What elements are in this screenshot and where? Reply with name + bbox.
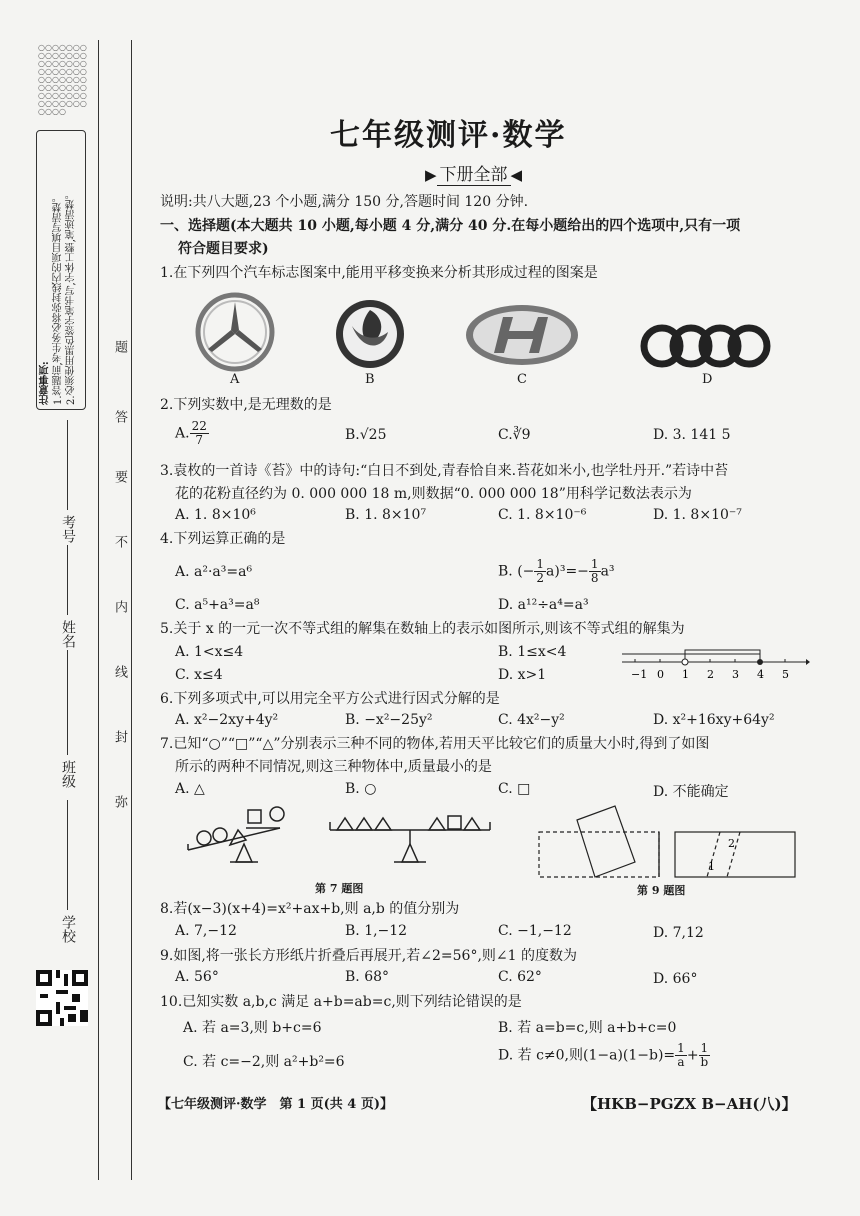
q3-stem-1: 3.袁枚的一首诗《苔》中的诗句:“白日不到处,青春恰自来.苔花如米小,也学牡丹开.”若诗中苔 <box>160 463 729 479</box>
binding-line-outer <box>98 40 99 1180</box>
logo-b-icon <box>330 296 410 372</box>
name-label: 姓名 <box>60 620 76 648</box>
seal-char-2: 答 <box>112 410 127 423</box>
q10-d-f2-den: b <box>700 1055 709 1069</box>
seal-char-5: 内 <box>112 600 127 613</box>
q2-option-d: D. 3. 141 5 <box>653 427 731 443</box>
q7-stem-1: 7.已知“○”“□”“△”分别表示三种不同的物体,若用天平比较它们的质量大小时,得到了如图 <box>160 736 710 752</box>
instructions: 说明:共八大题,23 个小题,满分 150 分,答题时间 120 分钟. <box>160 194 529 210</box>
q8-option-b: B. 1,−12 <box>345 923 408 939</box>
q1-label-b: B <box>365 372 375 387</box>
q6-option-d: D. x²+16xy+64y² <box>653 712 775 728</box>
q10-option-d <box>498 1042 710 1069</box>
q5-tick-4: 4 <box>757 668 764 681</box>
q10-d-plus: + <box>686 1047 699 1064</box>
binding-holes: ○○○○○○○○○○○○○○○○○○○○○○○○○○○○○○○○○○○○○○○○○○○○○○○○○○○○○○○○○○○○ <box>38 44 87 116</box>
q9-option-a: A. 56° <box>175 969 219 985</box>
left-triangle-icon: ◀ <box>510 166 523 184</box>
seal-char-8: 弥 <box>112 795 127 808</box>
q10-d-fraction-2 <box>699 1042 711 1069</box>
q4-b-fraction-2 <box>589 558 601 585</box>
q5-tick-3: 3 <box>732 668 739 681</box>
q6-option-b: B. −x²−25y² <box>345 712 433 728</box>
subtitle-text: 下册全部 <box>437 165 511 186</box>
q2-a-numerator: 22 <box>191 419 207 433</box>
q9-angle-1: 1 <box>708 860 715 873</box>
q6-option-c: C. 4x²−y² <box>498 712 565 728</box>
section1-heading: 一、选择题(本大题共 10 小题,每小题 4 分,满分 40 分.在每小题给出的四个选项中,只有一项 <box>160 218 741 234</box>
q4-b-den-2: 8 <box>590 571 599 585</box>
q4-b-num-1: 1 <box>536 557 545 571</box>
q5-option-a: A. 1<x≤4 <box>175 644 244 660</box>
q5-tick-5: 5 <box>782 668 789 681</box>
q4-b-suffix: a³ <box>600 563 615 580</box>
q5-tick-2: 2 <box>707 668 714 681</box>
seal-char-6: 线 <box>112 665 127 678</box>
q5-option-d: D. x>1 <box>498 667 547 683</box>
q5-tick-0: 0 <box>657 668 664 681</box>
q3-option-c: C. 1. 8×10⁻⁶ <box>498 507 587 523</box>
q2-a-fraction <box>190 420 209 447</box>
q9-stem: 9.如图,将一张长方形纸片折叠后再展开,若∠2=56°,则∠1 的度数为 <box>160 948 577 964</box>
logo-c-icon <box>463 302 581 368</box>
q9-option-c: C. 62° <box>498 969 542 985</box>
q7-stem-2: 所示的两种不同情况,则这三种物体中,质量最小的是 <box>175 759 492 775</box>
q6-option-a: A. x²−2xy+4y² <box>175 712 279 728</box>
q10-d-prefix: D. 若 c≠0,则(1−a)(1−b)= <box>498 1047 676 1064</box>
q5-stem: 5.关于 x 的一元一次不等式组的解集在数轴上的表示如图所示,则该不等式组的解集为 <box>160 621 685 637</box>
q2-a-denominator: 7 <box>195 433 204 447</box>
q3-option-b: B. 1. 8×10⁷ <box>345 507 427 523</box>
q5-tick-neg1: −1 <box>631 668 648 681</box>
section1-heading-2: 符合题目要求) <box>178 241 269 257</box>
q10-d-f2-num: 1 <box>700 1041 709 1055</box>
q10-d-f1-num: 1 <box>677 1041 685 1055</box>
q10-option-c: C. 若 c=−2,则 a²+b²=6 <box>183 1054 345 1070</box>
logo-a-icon <box>190 292 280 372</box>
q7-option-a: A. △ <box>175 781 205 797</box>
q10-d-fraction-1 <box>675 1042 687 1069</box>
q5-number-line <box>620 642 810 684</box>
q4-b-den-1: 2 <box>536 571 545 585</box>
q1-label-c: C <box>517 372 527 387</box>
footer-right: 【HKB−PGZX B−AH(八)】 <box>582 1095 797 1113</box>
footer-left: 【七年级测评·数学 第 1 页(共 4 页)】 <box>158 1097 394 1112</box>
q4-b-fraction-1 <box>534 558 546 585</box>
q4-option-b <box>498 558 615 585</box>
name-line <box>67 545 68 615</box>
page-subtitle <box>425 160 522 185</box>
q1-label-a: A <box>230 372 240 387</box>
q10-d-f1-den: a <box>677 1055 685 1069</box>
notice-box <box>36 130 86 410</box>
q10-option-b: B. 若 a=b=c,则 a+b+c=0 <box>498 1020 677 1036</box>
notice-item-1: 1.答题前,考生务必将弥封线内的项目填写清楚。 <box>53 192 64 405</box>
q8-option-d: D. 7,12 <box>653 925 704 941</box>
seal-char-4: 不 <box>112 535 127 548</box>
class-line <box>67 650 68 755</box>
notice-item-2: 2.必须使用黑色签字笔书写,字体工整,笔迹清楚。 <box>66 189 77 405</box>
binding-line-inner <box>131 40 132 1180</box>
q7-option-c: C. □ <box>498 781 531 797</box>
school-line <box>67 800 68 910</box>
q9-fold-figure <box>535 800 805 880</box>
q1-label-d: D <box>702 372 713 387</box>
q4-option-d: D. a¹²÷a⁴=a³ <box>498 597 589 613</box>
q4-option-c: C. a⁵+a³=a⁸ <box>175 597 260 613</box>
exam-number-line <box>67 420 68 510</box>
q3-option-a: A. 1. 8×10⁶ <box>175 507 256 523</box>
q4-b-num-2: 1 <box>590 557 599 571</box>
q9-angle-2: 2 <box>728 837 735 850</box>
q4-b-prefix: B. (− <box>498 563 535 580</box>
q4-b-middle: a)³=− <box>546 563 589 580</box>
q8-option-a: A. 7,−12 <box>175 923 237 939</box>
q2-a-prefix: A. <box>175 425 190 442</box>
notice-title: 注意事项: <box>40 361 51 405</box>
q4-option-a: A. a²·a³=a⁶ <box>175 564 253 580</box>
q5-option-b: B. 1≤x<4 <box>498 644 567 660</box>
school-label: 学校 <box>60 915 76 943</box>
q4-stem: 4.下列运算正确的是 <box>160 531 286 547</box>
seal-char-1: 题 <box>112 340 127 353</box>
q8-option-c: C. −1,−12 <box>498 923 572 939</box>
q5-tick-1: 1 <box>682 668 689 681</box>
q5-option-c: C. x≤4 <box>175 667 223 683</box>
q3-option-d: D. 1. 8×10⁻⁷ <box>653 507 742 523</box>
logo-d-icon <box>640 318 772 374</box>
page-title: 七年级测评·数学 <box>330 118 567 153</box>
q3-stem-2: 花的花粉直径约为 0. 000 000 18 m,则数据“0. 000 000 18”用科学记数法表示为 <box>175 486 692 502</box>
q7-balance-figure <box>180 800 510 878</box>
q2-option-c: C.∛9 <box>498 427 531 443</box>
q9-figure-caption: 第 9 题图 <box>637 884 686 897</box>
q7-figure-caption: 第 7 题图 <box>315 882 364 895</box>
q10-stem: 10.已知实数 a,b,c 满足 a+b=ab=c,则下列结论错误的是 <box>160 994 522 1010</box>
q6-stem: 6.下列多项式中,可以用完全平方公式进行因式分解的是 <box>160 691 500 707</box>
seal-char-3: 要 <box>112 470 127 483</box>
right-triangle-icon: ▶ <box>425 166 437 184</box>
q9-option-d: D. 66° <box>653 971 698 987</box>
exam-number-label: 考号 <box>60 515 76 543</box>
q2-option-a <box>175 420 209 447</box>
q9-option-b: B. 68° <box>345 969 390 985</box>
q1-stem: 1.在下列四个汽车标志图案中,能用平移变换来分析其形成过程的图案是 <box>160 265 598 281</box>
q2-stem: 2.下列实数中,是无理数的是 <box>160 397 332 413</box>
qr-code-icon <box>36 970 88 1026</box>
class-label: 班级 <box>60 760 76 788</box>
q10-option-a: A. 若 a=3,则 b+c=6 <box>183 1020 322 1036</box>
q8-stem: 8.若(x−3)(x+4)=x²+ax+b,则 a,b 的值分别为 <box>160 901 460 917</box>
q7-option-d: D. 不能确定 <box>653 784 729 800</box>
q7-option-b: B. ○ <box>345 781 377 797</box>
seal-char-7: 封 <box>112 730 127 743</box>
q2-option-b: B.√25 <box>345 427 387 443</box>
